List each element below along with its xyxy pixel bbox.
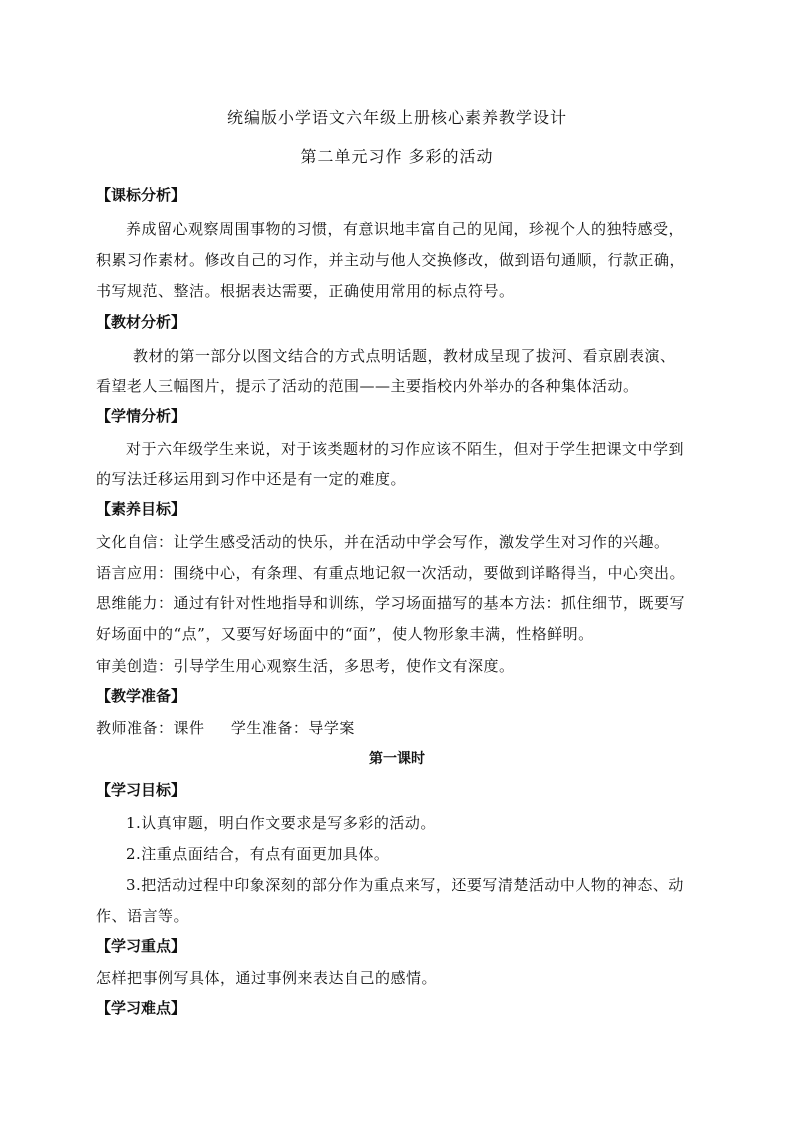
paragraph-line: 的写法迁移运用到习作中还是有一定的难度。 bbox=[96, 470, 407, 488]
document-title: 统编版小学语文六年级上册核心素养教学设计 bbox=[226, 108, 567, 127]
section-heading-curriculum: 【课标分析】 bbox=[96, 186, 187, 204]
lesson-title: 第一课时 bbox=[369, 751, 425, 767]
section-heading-goals: 【学习目标】 bbox=[96, 781, 187, 799]
section-heading-textbook: 【教材分析】 bbox=[96, 313, 187, 331]
paragraph-line: 书写规范、整洁。根据表达需要，正确使用常用的标点符号。 bbox=[96, 282, 515, 300]
section-heading-difficulties: 【学习难点】 bbox=[96, 999, 187, 1017]
paragraph-line: 好场面中的“点”，又要写好场面中的“面”，使人物形象丰满，性格鲜明。 bbox=[96, 625, 594, 643]
section-heading-literacy: 【素养目标】 bbox=[96, 500, 187, 518]
paragraph-line: 看望老人三幅图片，提示了活动的范围——主要指校内外举办的各种集体活动。 bbox=[96, 377, 639, 395]
document-subtitle: 第二单元习作 多彩的活动 bbox=[300, 147, 494, 166]
goal-item: 作、语言等。 bbox=[96, 907, 190, 925]
paragraph-line: 对于六年级学生来说，对于该类题材的习作应该不陌生，但对于学生把课文中学到 bbox=[126, 440, 685, 458]
section-heading-students: 【学情分析】 bbox=[96, 407, 187, 425]
paragraph-line: 养成留心观察周围事物的习惯，有意识地丰富自己的见闻，珍视个人的独特感受， bbox=[126, 220, 685, 238]
paragraph-line: 怎样把事例写具体，通过事例来表达自己的感情。 bbox=[96, 969, 438, 987]
goal-item: 3.把活动过程中印象深刻的部分作为重点来写，还要写清楚活动中人物的神态、动 bbox=[126, 876, 684, 894]
goal-item: 2.注重点面结合，有点有面更加具体。 bbox=[126, 845, 390, 863]
paragraph-line: 思维能力：通过有针对性地指导和训练，学习场面描写的基本方法：抓住细节，既要写 bbox=[96, 594, 686, 612]
paragraph-line: 教师准备：课件 学生准备：导学案 bbox=[96, 719, 355, 737]
paragraph-line: 积累习作素材。修改自己的习作，并主动与他人交换修改，做到语句通顺，行款正确， bbox=[96, 251, 686, 269]
section-heading-preparation: 【教学准备】 bbox=[96, 687, 187, 705]
section-heading-key-points: 【学习重点】 bbox=[96, 937, 187, 955]
paragraph-line: 审美创造：引导学生用心观察生活，多思考，使作文有深度。 bbox=[96, 657, 515, 675]
paragraph-line: 文化自信：让学生感受活动的快乐，并在活动中学会写作，激发学生对习作的兴趣。 bbox=[96, 533, 670, 551]
goal-item: 1.认真审题，明白作文要求是写多彩的活动。 bbox=[126, 814, 436, 832]
paragraph-line: 语言应用：围绕中心，有条理、有重点地记叙一次活动，要做到详略得当，中心突出。 bbox=[96, 564, 686, 582]
paragraph-line: 教材的第一部分以图文结合的方式点明话题，教材成呈现了拔河、看京剧表演、 bbox=[133, 347, 676, 365]
